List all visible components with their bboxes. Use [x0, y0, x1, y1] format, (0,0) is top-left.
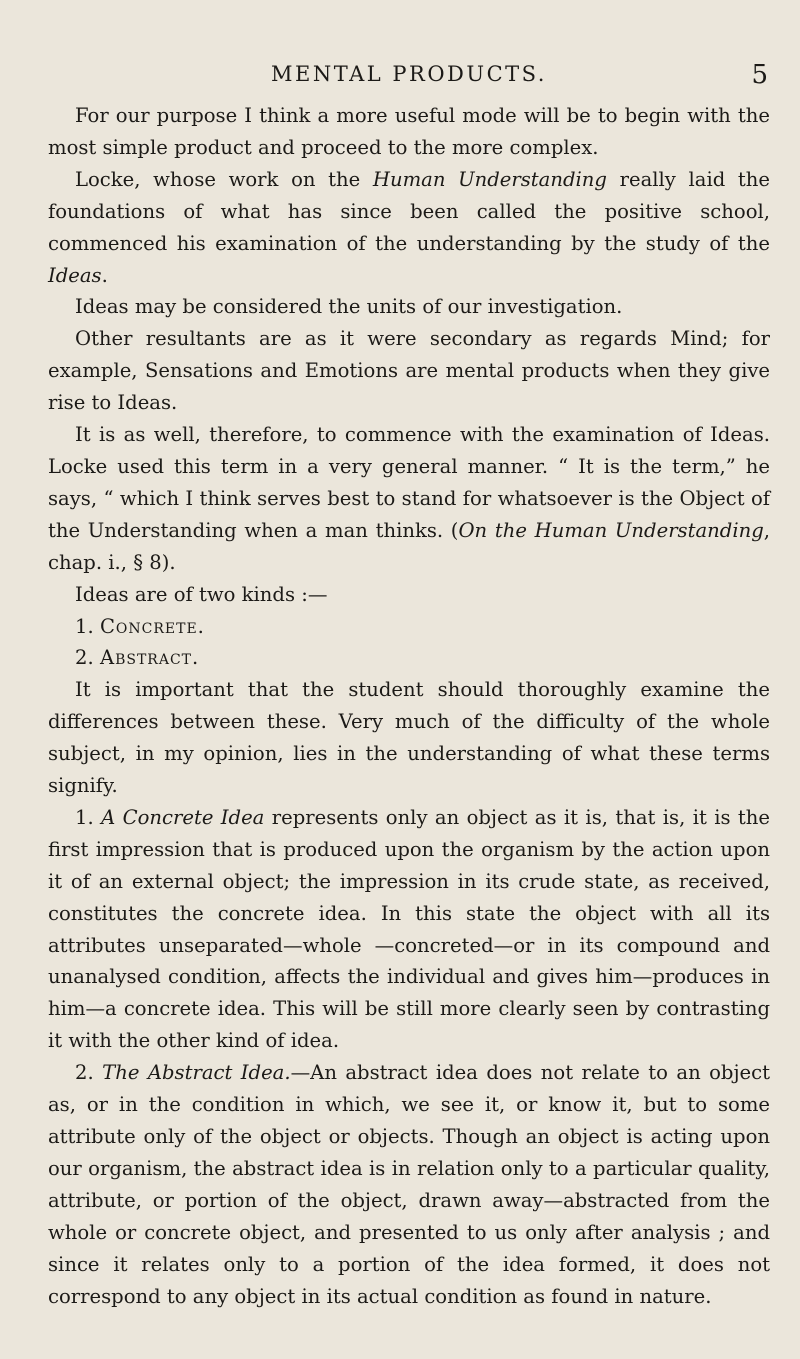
citation-italic: On the Human Understanding — [458, 518, 764, 542]
paragraph-3: Ideas may be considered the units of our investigation. — [75, 295, 623, 319]
term-italic: The Abstract Idea. — [102, 1061, 291, 1085]
list-number: 1. — [75, 614, 100, 638]
text-run: It is as well, therefore, to commence with the examination of Ideas. Locke used this term in a very general manner. “ It is the term,” he says, “ which I think serves best to stand for whatsoever is the Object of the Understanding when a man thinks. ( — [48, 423, 770, 542]
paragraph-concrete-idea — [48, 802, 770, 1057]
paragraph-6: Ideas are of two kinds :— — [75, 582, 328, 606]
text-run: —An abstract idea does not relate to an object as, or in the condition in which, we see it, or know it, but to some attribute only of the object or objects. Though an object is acting upon our organism, the abstract idea is in relation only to a particular quality, attribute, or portion of the object, drawn away—abstracted from the whole or concrete object, and presented to us only after analysis ; and since it relates only to a portion of the idea formed, it does not correspond to any object in its actual condition as found in nature. — [48, 1061, 770, 1308]
page-number: 5 — [751, 60, 768, 90]
paragraph-abstract-idea — [48, 1057, 770, 1312]
list-item-abstract — [48, 642, 770, 674]
paragraph-7: It is important that the student should thoroughly examine the differences between these. Very much of the difficulty of the whole subject, in my opinion, lies in the understanding of what these terms signify. — [48, 678, 770, 798]
text-run: . — [101, 263, 108, 287]
list-item-concrete — [48, 611, 770, 643]
list-label: Abstract. — [99, 646, 200, 670]
book-title-italic: Human Understanding — [372, 167, 607, 191]
paragraph-4: Other resultants are as it were secondary as regards Mind; for example, Sensations and Emotions are mental products when they give rise to Ideas. — [48, 327, 770, 415]
book-page — [48, 52, 770, 1312]
running-header — [48, 52, 770, 88]
paragraph-2 — [48, 164, 770, 292]
text-run: represents only an object as it is, that is, it is the first impression that is produced upon the organism by the action upon it of an external object; the impression in its crude state, as received, constitutes the concrete idea. In this state the object with all its attributes unseparated—whole —concreted—or in its compound and unanalysed condition, affects the individual and gives him—produces in him—a concrete idea. This will be still more clearly seen by contrasting it with the other kind of idea. — [48, 805, 770, 1053]
text-run: , chap. i., § 8). — [48, 518, 770, 574]
list-label: Concrete. — [99, 614, 205, 638]
section-number: 1. — [75, 805, 102, 829]
list-number: 2. — [75, 646, 100, 670]
body-text — [48, 100, 770, 1312]
paragraph-1: For our purpose I think a more useful mode will be to begin with the most simple product and proceed to the more complex. — [48, 104, 770, 159]
text-run: really laid the foundations of what has since been called the positive school, commenced his examination of the understanding by the study of the — [48, 167, 770, 255]
term-italic: A Concrete Idea — [101, 805, 265, 829]
running-title: MENTAL PRODUCTS. — [271, 62, 547, 86]
paragraph-5 — [48, 419, 770, 579]
ideas-italic: Ideas — [48, 263, 102, 287]
text-run: Locke, whose work on the — [75, 167, 373, 191]
section-number: 2. — [75, 1061, 103, 1085]
